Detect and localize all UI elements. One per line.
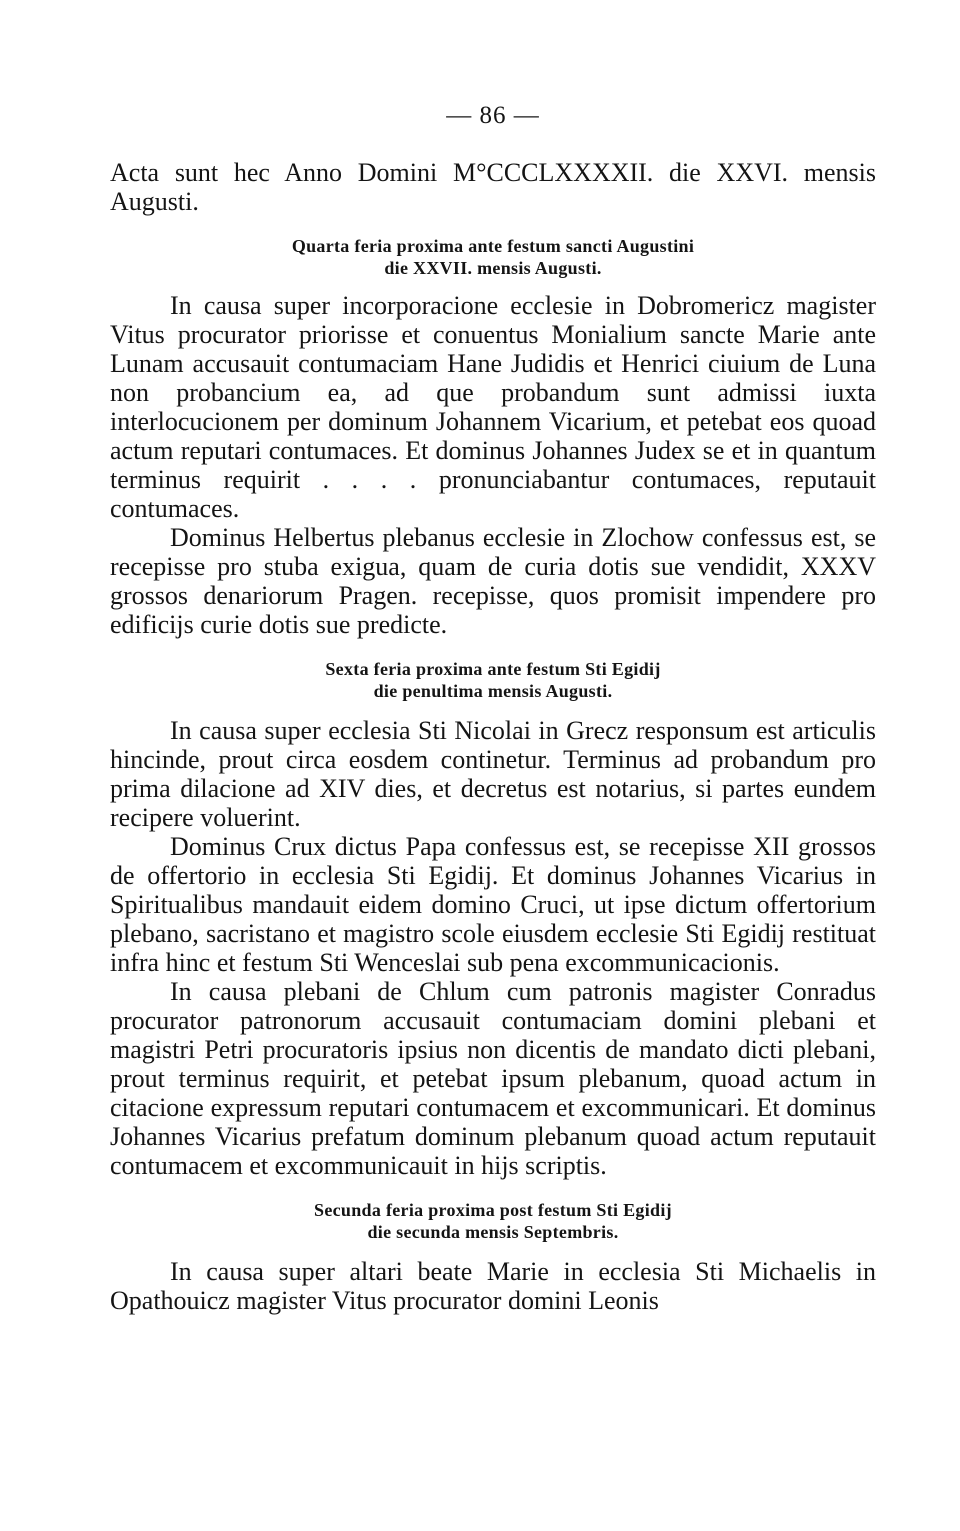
section-heading [110, 1199, 876, 1243]
body-paragraph: In causa super incorporacione ecclesie in Dobromericz magister Vitus procurator priorisse et conuentus Monialium sancte Marie ante Lunam accusauit contumaciam Hane Judidis et Henrici ciuium de Luna non probancium ea, ad que probandum sunt admissi iuxta interlocucionem per dominum Johannem Vicarium, et petebat eos quoad actum reputari contumaces. Et dominus Johannes Judex se et in quantum terminus requirit . . . . pronunciabantur contumaces, reputauit contumaces. [110, 291, 876, 523]
section-heading-line: die secunda mensis Septembris. [367, 1222, 619, 1242]
body-paragraph: Dominus Crux dictus Papa confessus est, se recepisse XII grossos de offertorio in ecclesia Sti Egidij. Et dominus Johannes Vicarius in Spiritualibus mandauit eidem domino Cruci, ut ipse dictum offertorium plebano, sacristano et magistro scole eiusdem ecclesie Sti Egidij restituat infra hinc et festum Sti Wenceslai sub pena excommunicacionis. [110, 832, 876, 977]
section-heading-line: die XXVII. mensis Augusti. [384, 258, 602, 278]
body-paragraph: Dominus Helbertus plebanus ecclesie in Zlochow confessus est, se recepisse pro stuba exigua, quam de curia dotis sue vendidit, XXXV grossos denariorum Pragen. recepisse, quos promisit impendere pro edificijs curie dotis sue predicte. [110, 523, 876, 639]
body-paragraph: In causa super altari beate Marie in ecclesia Sti Michaelis in Opathouicz magister Vitus procurator domini Leonis [110, 1257, 876, 1315]
section-heading [110, 658, 876, 702]
section-heading-line: Sexta feria proxima ante festum Sti Egidij [325, 659, 661, 679]
body-paragraph: In causa plebani de Chlum cum patronis magister Conradus procurator patronorum accusauit contumaciam domini plebani et magistri Petri procuratoris ipsius non dicentis de mandato dicti plebani, prout terminus requirit, et petebat ipsum plebanum, quoad actum in citacione expressum reputari contumacem et excommunicari. Et dominus Johannes Vicarius prefatum dominum plebanum quoad actum reputauit contumacem et excommunicauit in hijs scriptis. [110, 977, 876, 1180]
page-number: — 86 — [446, 102, 540, 129]
section-heading-line: Quarta feria proxima ante festum sancti Augustini [291, 236, 695, 256]
body-paragraph: In causa super ecclesia Sti Nicolai in Grecz responsum est articulis hincinde, prout circa eosdem continetur. Terminus ad probandum pro prima dilacione ad XIV dies, et decretus est notarius, si partes eundem recipere voluerint. [110, 716, 876, 832]
document-body [110, 158, 876, 1315]
section-heading-line: die penultima mensis Augusti. [373, 681, 613, 701]
section-heading [110, 235, 876, 279]
opening-paragraph: Acta sunt hec Anno Domini M°CCCLXXXXII. die XXVI. mensis Augusti. [110, 158, 876, 216]
section-heading-line: Secunda feria proxima post festum Sti Egidij [314, 1200, 672, 1220]
